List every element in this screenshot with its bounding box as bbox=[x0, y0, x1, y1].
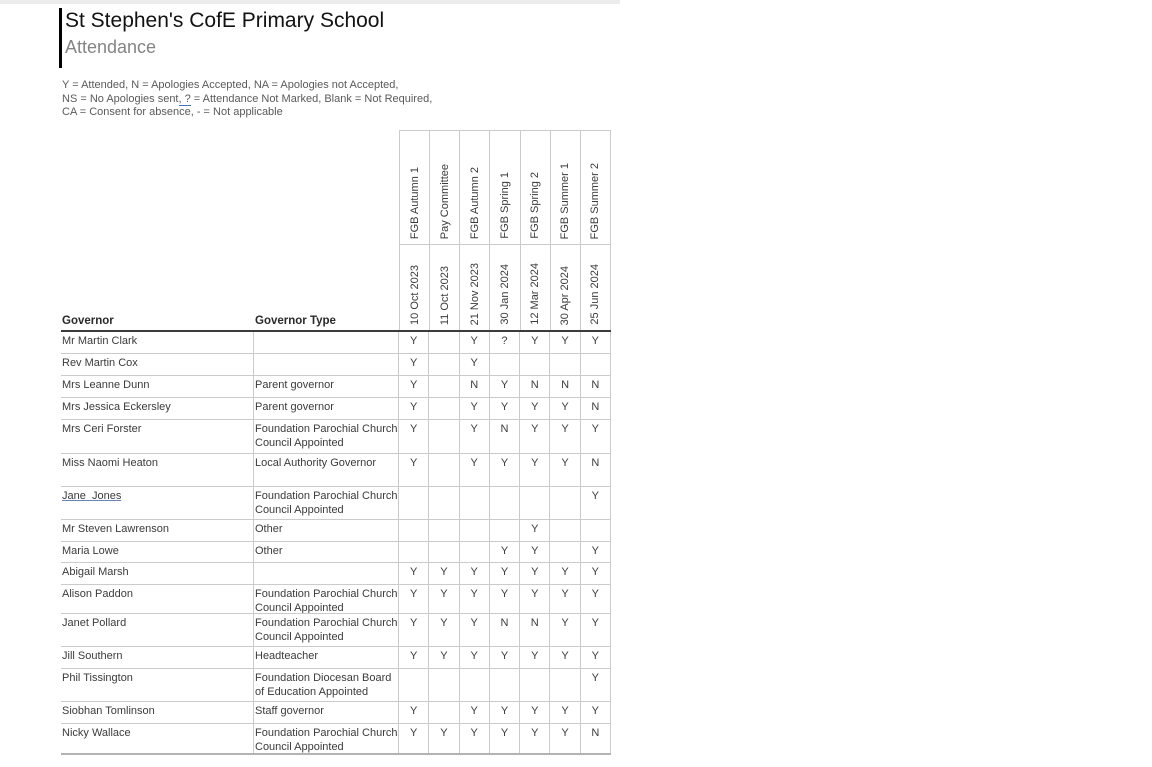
session-header-cell-label: FGB Autumn 2 bbox=[468, 166, 481, 239]
date-header-cell-label: 25 Jun 2024 bbox=[589, 264, 602, 325]
session-header-cell-label: FGB Spring 1 bbox=[498, 172, 511, 239]
governor-type-cell: Foundation Parochial Church Council Appointed bbox=[254, 724, 399, 753]
governor-cell bbox=[61, 724, 254, 753]
attendance-cell: Y bbox=[460, 614, 490, 646]
governor-name: Mrs Leanne Dunn bbox=[62, 379, 150, 391]
attendance-cell bbox=[460, 542, 490, 562]
legend-line-2 bbox=[62, 93, 432, 107]
attendance-cell bbox=[399, 542, 429, 562]
attendance-cell: Y bbox=[591, 617, 599, 629]
date-header-cell-label: 11 Oct 2023 bbox=[438, 265, 451, 325]
attendance-cell: Y bbox=[490, 376, 520, 397]
governor-cell bbox=[61, 520, 254, 541]
governor-cell bbox=[61, 669, 254, 701]
attendance-cell: Y bbox=[460, 332, 490, 353]
attendance-cell: Y bbox=[520, 332, 550, 353]
attendance-cell bbox=[429, 520, 459, 541]
governor-cell bbox=[61, 585, 254, 613]
attendance-cell bbox=[550, 487, 580, 519]
governor-type-cell: Local Authority Governor bbox=[254, 454, 399, 486]
governor-cell bbox=[61, 563, 254, 584]
governor-cell bbox=[61, 420, 254, 453]
attendance-cell: Y bbox=[550, 585, 580, 613]
page-subtitle: Attendance bbox=[65, 37, 157, 57]
attendance-cell: Y bbox=[520, 563, 550, 584]
attendance-cell bbox=[581, 354, 610, 375]
attendance-cell: Y bbox=[399, 647, 429, 668]
table-row bbox=[61, 398, 611, 420]
attendance-cell: Y bbox=[591, 490, 599, 502]
governor-type-cell bbox=[254, 332, 399, 353]
attendance-cell: Y bbox=[550, 647, 580, 668]
table-row bbox=[61, 454, 611, 487]
governor-name: Miss Naomi Heaton bbox=[62, 457, 158, 469]
attendance-cell bbox=[550, 520, 580, 541]
attendance-cell: Y bbox=[520, 647, 550, 668]
governor-type-cell: Foundation Parochial Church Council Appointed bbox=[254, 420, 399, 453]
attendance-cell: Y bbox=[490, 647, 520, 668]
governor-cell bbox=[61, 454, 254, 486]
attendance-values bbox=[399, 724, 611, 753]
attendance-values bbox=[399, 585, 611, 613]
table-row bbox=[61, 669, 611, 702]
governor-name: Abigail Marsh bbox=[62, 566, 129, 578]
attendance-cell bbox=[520, 669, 550, 701]
attendance-cell: Y bbox=[550, 420, 580, 453]
date-header-cell bbox=[551, 245, 581, 330]
session-header-cell bbox=[551, 131, 581, 244]
governor-cell bbox=[61, 487, 254, 519]
attendance-cell: Y bbox=[429, 563, 459, 584]
attendance-cell: Y bbox=[520, 542, 550, 562]
attendance-cell: Y bbox=[520, 702, 550, 723]
date-header-cell-label: 30 Jan 2024 bbox=[498, 264, 511, 325]
attendance-cell: Y bbox=[460, 585, 490, 613]
table-header bbox=[61, 130, 611, 332]
attendance-cell bbox=[460, 487, 490, 519]
attendance-cell bbox=[399, 669, 429, 701]
attendance-values bbox=[399, 420, 611, 453]
attendance-cell: N bbox=[520, 614, 550, 646]
attendance-cell: Y bbox=[550, 563, 580, 584]
attendance-cell: Y bbox=[591, 705, 599, 717]
legend-line-2-pre: NS = No Apologies sent bbox=[62, 92, 179, 105]
governor-type-cell bbox=[254, 563, 399, 584]
attendance-cell: Y bbox=[490, 454, 520, 486]
attendance-values bbox=[399, 487, 611, 519]
legend-line-3: CA = Consent for absence, - = Not applicable bbox=[62, 106, 283, 118]
session-header-cell bbox=[430, 131, 460, 244]
legend-line-2-marked: , ? bbox=[178, 92, 191, 105]
attendance-cell bbox=[490, 520, 520, 541]
session-header-cell bbox=[400, 131, 430, 244]
attendance-cell: Y bbox=[460, 454, 490, 486]
session-header-cell bbox=[581, 131, 610, 244]
attendance-cell: Y bbox=[591, 566, 599, 578]
attendance-cell: Y bbox=[591, 672, 599, 684]
attendance-cell: Y bbox=[399, 614, 429, 646]
attendance-cell: Y bbox=[550, 614, 580, 646]
session-header-cell-label: FGB Autumn 1 bbox=[408, 166, 421, 239]
attendance-cell bbox=[429, 420, 459, 453]
session-header-cell bbox=[490, 131, 520, 244]
governor-name: Rev Martin Cox bbox=[62, 357, 138, 369]
attendance-cell: Y bbox=[460, 420, 490, 453]
attendance-cell: Y bbox=[429, 724, 459, 753]
attendance-cell: N bbox=[490, 614, 520, 646]
attendance-values bbox=[399, 647, 611, 668]
attendance-values bbox=[399, 563, 611, 584]
attendance-cell: Y bbox=[591, 423, 599, 435]
attendance-cell: Y bbox=[399, 563, 429, 584]
attendance-cell: Y bbox=[490, 542, 520, 562]
attendance-cell bbox=[460, 669, 490, 701]
attendance-cell: Y bbox=[429, 585, 459, 613]
attendance-cell: N bbox=[490, 420, 520, 453]
governor-type-cell: Parent governor bbox=[254, 376, 399, 397]
attendance-cell: Y bbox=[460, 398, 490, 419]
attendance-values bbox=[399, 332, 611, 353]
attendance-cell: Y bbox=[490, 702, 520, 723]
attendance-values bbox=[399, 520, 611, 541]
attendance-cell: Y bbox=[490, 724, 520, 753]
governor-name: Mrs Ceri Forster bbox=[62, 423, 142, 435]
attendance-values bbox=[399, 376, 611, 397]
attendance-cell: Y bbox=[520, 520, 550, 541]
governor-name: Nicky Wallace bbox=[62, 727, 131, 739]
attendance-cell: N bbox=[591, 457, 600, 469]
governor-cell bbox=[61, 354, 254, 375]
attendance-cell: Y bbox=[550, 398, 580, 419]
attendance-cell bbox=[429, 542, 459, 562]
table-body bbox=[61, 332, 611, 755]
date-header-cell bbox=[460, 245, 490, 330]
date-header-cell-label: 21 Nov 2023 bbox=[468, 262, 481, 325]
attendance-cell bbox=[399, 520, 429, 541]
attendance-cell: ? bbox=[490, 332, 520, 353]
date-header-cell bbox=[400, 245, 430, 330]
legend-line-1: Y = Attended, N = Apologies Accepted, NA = Apologies not Accepted, bbox=[62, 79, 399, 91]
governor-type-cell bbox=[254, 354, 399, 375]
attendance-cell: Y bbox=[399, 702, 429, 723]
date-header-cell bbox=[490, 245, 520, 330]
attendance-cell: N bbox=[460, 376, 490, 397]
attendance-cell: Y bbox=[399, 585, 429, 613]
table-row bbox=[61, 376, 611, 398]
attendance-cell: Y bbox=[550, 724, 580, 753]
governor-type-cell: Other bbox=[254, 520, 399, 541]
governor-name: Jill Southern bbox=[62, 650, 123, 662]
governor-name: Mr Martin Clark bbox=[62, 335, 138, 347]
date-header-cell-label: 10 Oct 2023 bbox=[408, 265, 421, 325]
attendance-cell: Y bbox=[520, 585, 550, 613]
session-header-cell-label: FGB Summer 1 bbox=[559, 162, 572, 239]
table-row bbox=[61, 487, 611, 520]
governor-name: Mr Steven Lawrenson bbox=[62, 523, 169, 535]
attendance-cell bbox=[520, 487, 550, 519]
attendance-cell: Y bbox=[399, 354, 429, 375]
attendance-cell: Y bbox=[460, 647, 490, 668]
attendance-cell bbox=[550, 354, 580, 375]
governor-type-cell: Foundation Parochial Church Council Appointed bbox=[254, 585, 399, 613]
attendance-cell: N bbox=[591, 401, 600, 413]
attendance-cell bbox=[490, 669, 520, 701]
governor-name: Alison Paddon bbox=[62, 588, 133, 600]
attendance-cell: Y bbox=[591, 588, 599, 600]
attendance-cell: Y bbox=[520, 398, 550, 419]
governor-column-header: Governor bbox=[62, 315, 114, 327]
attendance-cell: Y bbox=[550, 454, 580, 486]
attendance-cell bbox=[550, 542, 580, 562]
attendance-values bbox=[399, 354, 611, 375]
attendance-cell bbox=[550, 669, 580, 701]
governor-cell bbox=[61, 376, 254, 397]
date-header-cell bbox=[430, 245, 460, 330]
attendance-cell bbox=[490, 487, 520, 519]
date-header-cell-label: 12 Mar 2024 bbox=[529, 263, 542, 325]
governor-name: Maria Lowe bbox=[62, 545, 119, 557]
attendance-cell bbox=[399, 487, 429, 519]
attendance-cell bbox=[429, 332, 459, 353]
governor-type-cell: Foundation Diocesan Board of Education Appointed bbox=[254, 669, 399, 701]
attendance-cell: Y bbox=[399, 376, 429, 397]
governor-type-cell: Headteacher bbox=[254, 647, 399, 668]
attendance-cell: Y bbox=[550, 702, 580, 723]
governor-name: Phil Tissington bbox=[62, 672, 133, 684]
attendance-cell: Y bbox=[399, 420, 429, 453]
governor-cell bbox=[61, 702, 254, 723]
governor-type-column-header: Governor Type bbox=[255, 315, 336, 327]
table-row bbox=[61, 724, 611, 755]
attendance-values bbox=[399, 398, 611, 419]
table-row bbox=[61, 702, 611, 724]
attendance-cell bbox=[520, 354, 550, 375]
governor-type-cell: Parent governor bbox=[254, 398, 399, 419]
attendance-cell: Y bbox=[429, 614, 459, 646]
governor-name: Siobhan Tomlinson bbox=[62, 705, 155, 717]
table-row bbox=[61, 520, 611, 542]
attendance-cell bbox=[429, 702, 459, 723]
attendance-cell: Y bbox=[550, 332, 580, 353]
table-row bbox=[61, 585, 611, 614]
session-header-cell-label: FGB Spring 2 bbox=[529, 172, 542, 239]
attendance-cell: Y bbox=[460, 563, 490, 584]
governor-type-cell: Foundation Parochial Church Council Appointed bbox=[254, 487, 399, 519]
table-row bbox=[61, 614, 611, 647]
attendance-cell: Y bbox=[520, 454, 550, 486]
attendance-cell: Y bbox=[591, 335, 599, 347]
governor-cell bbox=[61, 542, 254, 562]
page-title: St Stephen's CofE Primary School bbox=[65, 9, 385, 32]
governor-cell bbox=[61, 398, 254, 419]
table-row bbox=[61, 420, 611, 454]
attendance-cell bbox=[429, 669, 459, 701]
date-header-cell-label: 30 Apr 2024 bbox=[559, 265, 572, 325]
attendance-cell: Y bbox=[460, 354, 490, 375]
attendance-cell bbox=[429, 487, 459, 519]
date-header-cell bbox=[581, 245, 610, 330]
attendance-values bbox=[399, 702, 611, 723]
attendance-values bbox=[399, 454, 611, 486]
governor-name: Mrs Jessica Eckersley bbox=[62, 401, 171, 413]
attendance-cell: Y bbox=[591, 650, 599, 662]
attendance-cell: Y bbox=[399, 454, 429, 486]
legend-line-2-post: = Attendance Not Marked, Blank = Not Required, bbox=[190, 92, 433, 105]
table-row bbox=[61, 332, 611, 354]
attendance-cell: Y bbox=[399, 398, 429, 419]
attendance-cell bbox=[460, 520, 490, 541]
attendance-cell: Y bbox=[490, 585, 520, 613]
attendance-cell: Y bbox=[399, 332, 429, 353]
attendance-cell: Y bbox=[520, 420, 550, 453]
session-header-cell-label: Pay Committee bbox=[438, 163, 451, 239]
governor-cell bbox=[61, 614, 254, 646]
session-header-cell bbox=[460, 131, 490, 244]
attendance-cell: Y bbox=[399, 724, 429, 753]
attendance-cell bbox=[429, 376, 459, 397]
attendance-legend bbox=[62, 79, 432, 120]
attendance-cell: Y bbox=[460, 702, 490, 723]
attendance-values bbox=[399, 542, 611, 562]
session-header-cell bbox=[521, 131, 551, 244]
date-header-cell bbox=[521, 245, 551, 330]
attendance-values bbox=[399, 669, 611, 701]
table-row bbox=[61, 563, 611, 585]
session-header-cell-label: FGB Summer 2 bbox=[589, 162, 602, 239]
table-row bbox=[61, 647, 611, 669]
attendance-cell: Y bbox=[490, 398, 520, 419]
attendance-cell bbox=[429, 354, 459, 375]
attendance-cell: N bbox=[591, 727, 600, 739]
attendance-cell bbox=[429, 398, 459, 419]
governor-type-cell: Foundation Parochial Church Council Appointed bbox=[254, 614, 399, 646]
attendance-cell: Y bbox=[520, 724, 550, 753]
table-row bbox=[61, 542, 611, 563]
date-header-row bbox=[399, 245, 611, 330]
attendance-cell: N bbox=[591, 379, 600, 391]
governor-name-link[interactable]: Jane Jones bbox=[62, 490, 122, 502]
governor-type-cell: Other bbox=[254, 542, 399, 562]
attendance-cell: N bbox=[520, 376, 550, 397]
governor-cell bbox=[61, 647, 254, 668]
attendance-table bbox=[61, 130, 611, 755]
attendance-cell: Y bbox=[460, 724, 490, 753]
attendance-cell: Y bbox=[591, 545, 599, 557]
attendance-cell: Y bbox=[490, 563, 520, 584]
governor-type-cell: Staff governor bbox=[254, 702, 399, 723]
attendance-cell bbox=[581, 520, 610, 541]
governor-cell bbox=[61, 332, 254, 353]
title-accent-bar bbox=[59, 8, 62, 68]
session-header-row bbox=[399, 130, 611, 245]
attendance-cell: N bbox=[550, 376, 580, 397]
governor-name: Janet Pollard bbox=[62, 617, 127, 629]
attendance-cell bbox=[490, 354, 520, 375]
attendance-values bbox=[399, 614, 611, 646]
attendance-cell: Y bbox=[429, 647, 459, 668]
viewport-top-strip bbox=[0, 0, 620, 4]
attendance-cell bbox=[429, 454, 459, 486]
table-row bbox=[61, 354, 611, 376]
